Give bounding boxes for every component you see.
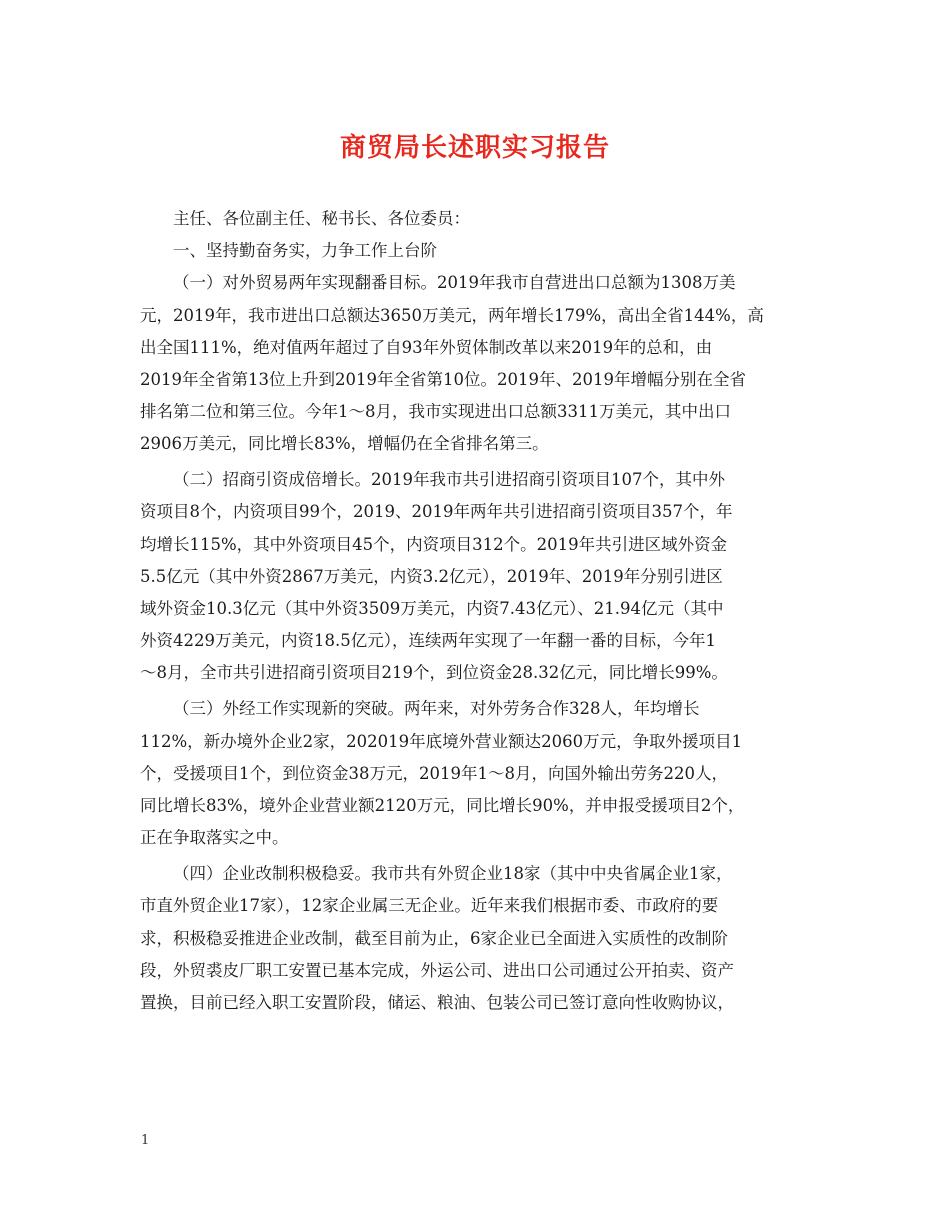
paragraph-line: 资项目8个，内资项目99个，2019、2019年两年共引进招商引资项目357个，年 bbox=[140, 502, 733, 522]
document-title: 商贸局长述职实习报告 bbox=[339, 133, 610, 163]
paragraph-line: 5.5亿元（其中外资2867万美元，内资3.2亿元），2019年、2019年分别引进区 bbox=[140, 566, 723, 586]
paragraph-line: 域外资金10.3亿元（其中外资3509万美元，内资7.43亿元）、21.94亿元（其中 bbox=[140, 599, 724, 619]
paragraph-line: （一）对外贸易两年实现翻番目标。2019年我市自营进出口总额为1308万美 bbox=[173, 273, 736, 293]
paragraph-line: 个，受援项目1个，到位资金38万元，2019年1～8月，向国外输出劳务220人， bbox=[140, 763, 728, 783]
paragraph-line: 出全国111%，绝对值两年超过了自93年外贸体制改革以来2019年的总和，由 bbox=[140, 337, 713, 357]
paragraph bbox=[140, 464, 815, 689]
paragraph-line: 同比增长83%，境外企业营业额2120万元，同比增长90%，并申报受援项目2个， bbox=[140, 795, 745, 815]
paragraph-line: 置换，目前已经入职工安置阶段，储运、粮油、包装公司已签订意向性收购协议， bbox=[140, 992, 734, 1012]
paragraph-line: 2906万美元，同比增长83%，增幅仍在全省排名第三。 bbox=[140, 434, 549, 454]
document-body bbox=[140, 203, 815, 1019]
paragraph-line: 市直外贸企业17家），12家企业属三无企业。近年来我们根据市委、市政府的要 bbox=[140, 896, 719, 916]
paragraph bbox=[140, 858, 815, 1019]
paragraph bbox=[140, 267, 815, 460]
paragraph-line: 正在争取落实之中。 bbox=[140, 828, 289, 848]
paragraph-line: ～8月，全市共引进招商引资项目219个，到位资金28.32亿元，同比增长99%。 bbox=[140, 663, 728, 683]
paragraph-list bbox=[140, 267, 815, 1019]
paragraph-line: （二）招商引资成倍增长。2019年我市共引进招商引资项目107个，其中外 bbox=[173, 470, 725, 490]
paragraph-line: （四）企业改制积极稳妥。我市共有外贸企业18家（其中中央省属企业1家， bbox=[173, 864, 733, 884]
paragraph-line: 均增长115%，其中外资项目45个，内资项目312个。2019年共引进区域外资金 bbox=[140, 534, 728, 554]
section-heading: 一、坚持勤奋务实，力争工作上台阶 bbox=[173, 241, 437, 261]
paragraph bbox=[140, 693, 815, 854]
paragraph-line: 求，积极稳妥推进企业改制，截至目前为止，6家企业已全面进入实质性的改制阶 bbox=[140, 928, 728, 948]
paragraph-line: 元，2019年，我市进出口总额达3650万美元，两年增长179%，高出全省144%，高 bbox=[140, 305, 764, 325]
paragraph-line: 112%，新办境外企业2家，202019年底境外营业额达2060万元，争取外援项目1 bbox=[140, 731, 743, 751]
paragraph-line: 2019年全省第13位上升到2019年全省第10位。2019年、2019年增幅分别在全省 bbox=[140, 369, 746, 389]
paragraph-line: 外资4229万美元，内资18.5亿元），连续两年实现了一年翻一番的目标，今年1 bbox=[140, 631, 716, 651]
paragraph-line: （三）外经工作实现新的突破。两年来，对外劳务合作328人，年均增长 bbox=[173, 699, 700, 719]
greeting-line: 主任、各位副主任、秘书长、各位委员： bbox=[173, 209, 470, 228]
paragraph-line: 排名第二位和第三位。今年1～8月，我市实现进出口总额3311万美元，其中出口 bbox=[140, 402, 731, 422]
paragraph-line: 段，外贸裘皮厂职工安置已基本完成，外运公司、进出口公司通过公开拍卖、资产 bbox=[140, 960, 734, 980]
page-number: 1 bbox=[141, 1133, 150, 1148]
